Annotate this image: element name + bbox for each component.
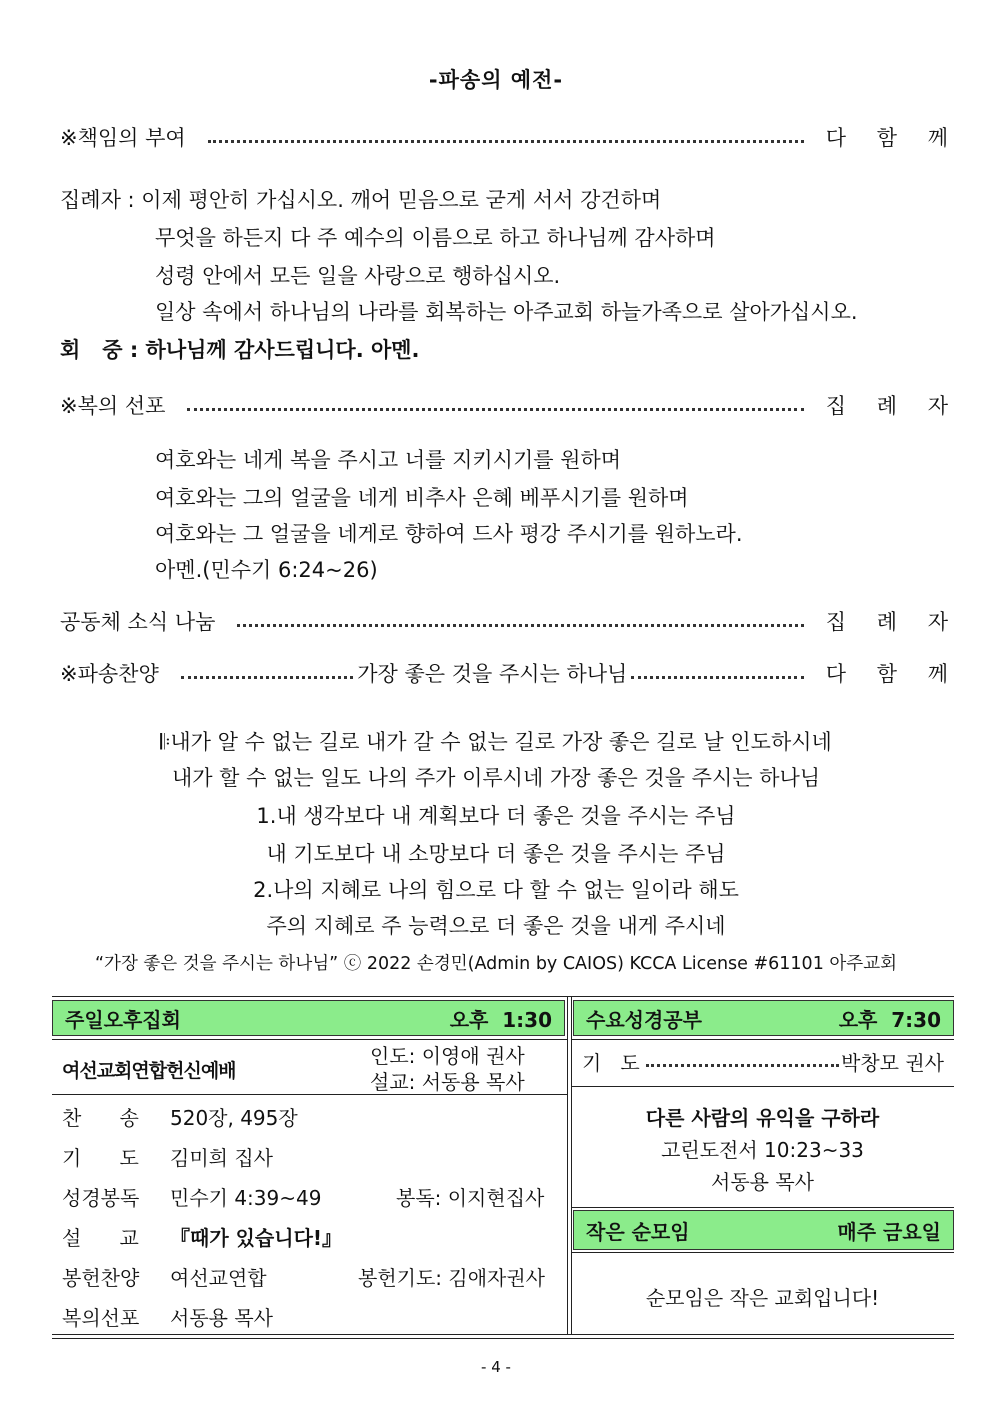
box-divider (567, 996, 568, 1334)
presider-line-1 (60, 184, 661, 214)
order-label-offering-hymn: 봉헌찬양 (62, 1266, 140, 1290)
leader-dots (646, 1064, 839, 1067)
sending-hymn-label: ※파송찬양 (60, 662, 159, 686)
congregation-text: 하나님께 감사드립니다. 아멘. (145, 338, 420, 362)
blessing-label: ※복의 선포 (60, 394, 166, 418)
sunday-preacher: 설교: 서동용 목사 (370, 1070, 525, 1094)
small-group-title: 작은 순모임 (586, 1219, 690, 1244)
presider-line-3: 성령 안에서 모든 일을 사랑으로 행하십시오. (155, 264, 561, 288)
sunday-service-title: 여선교회연합헌신예배 (62, 1060, 236, 1082)
wednesday-preacher: 서동용 목사 (711, 1170, 814, 1194)
charge-responder: 다 함 께 (825, 126, 960, 150)
order-value-sermon: 『때가 있습니다!』 (170, 1226, 343, 1250)
presider-label: 집례자 : (60, 188, 142, 212)
wednesday-header-rule (571, 1039, 954, 1040)
presider-line-4: 일상 속에서 하나님의 나라를 회복하는 아주교회 하늘가족으로 살아가십시오. (155, 300, 858, 324)
presider-text: 이제 평안히 가십시오. 깨어 믿음으로 굳게 서서 강건하며 (141, 188, 662, 212)
wednesday-sermon-title: 다른 사람의 유익을 구하라 (645, 1106, 880, 1130)
leader-dots (181, 676, 353, 679)
order-value-benediction: 서동용 목사 (170, 1306, 273, 1330)
lyric-line-6: 주의 지혜로 주 능력으로 더 좋은 것을 내게 주시네 (266, 914, 726, 938)
sunday-title-rule (52, 1094, 567, 1095)
box-top-rule (52, 996, 954, 997)
small-group-header (573, 1210, 954, 1250)
order-label-reading: 성경봉독 (62, 1186, 140, 1210)
lyric-line-1: 𝄆내가 알 수 없는 길로 내가 갈 수 없는 길로 가장 좋은 길로 날 인도하시네 (160, 730, 832, 754)
page-title: -파송의 예전- (428, 68, 564, 92)
blessing-line-4: 아멘.(민수기 6:24~26) (155, 558, 378, 582)
charge-row (60, 122, 960, 152)
copyright-credit: “가장 좋은 것을 주시는 하나님” ⓒ 2022 손경민(Admin by CAIOS) KCCA License #61101 아주교회 (94, 954, 898, 974)
order-value-hymn: 520장, 495장 (170, 1106, 298, 1130)
charge-label: ※책임의 부여 (60, 126, 186, 150)
lyric-line-2: 내가 할 수 없는 일도 나의 주가 이루시네 가장 좋은 것을 주시는 하나님 (171, 766, 821, 790)
order-value-prayer: 김미희 집사 (170, 1146, 273, 1170)
small-group-header-rule (571, 1252, 954, 1253)
blessing-row (60, 390, 960, 420)
small-group-text: 순모임은 작은 교회입니다! (645, 1286, 880, 1310)
order-extra-offering-prayer: 봉헌기도: 김애자권사 (358, 1266, 545, 1290)
wednesday-prayer-rule (571, 1086, 954, 1087)
sending-hymn-responder: 다 함 께 (825, 662, 961, 686)
blessing-line-2: 여호와는 그의 얼굴을 네게 비추사 은혜 베푸시기를 원하며 (155, 486, 689, 510)
wednesday-prayer-row (582, 1046, 944, 1076)
sunday-time: 오후 1:30 (449, 1007, 552, 1032)
presider-line-2: 무엇을 하든지 다 주 예수의 이름으로 하고 하나님께 감사하며 (155, 226, 716, 250)
sunday-leader: 인도: 이영애 권사 (370, 1044, 525, 1068)
news-row (60, 606, 960, 636)
order-label-prayer: 기 도 (62, 1146, 139, 1170)
blessing-line-1: 여호와는 네게 복을 주시고 너를 지키시기를 원하며 (155, 448, 622, 472)
box-bottom-rule-double (52, 1338, 954, 1339)
sending-hymn-title: 가장 좋은 것을 주시는 하나님 (357, 662, 628, 686)
leader-dots (237, 624, 803, 627)
wednesday-time: 오후 7:30 (838, 1007, 941, 1032)
blessing-responder: 집 례 자 (825, 394, 960, 418)
sending-hymn-row (60, 658, 961, 688)
congregation-response (60, 334, 420, 364)
page-number: - 4 - (481, 1358, 511, 1376)
wednesday-prayer-label: 기 도 (582, 1050, 640, 1075)
small-group-top-rule (571, 1207, 954, 1208)
leader-dots (631, 676, 803, 679)
sunday-header (52, 1000, 565, 1036)
wednesday-prayer-name: 박창모 권사 (841, 1050, 944, 1075)
news-responder: 집 례 자 (825, 610, 960, 634)
order-label-hymn: 찬 송 (62, 1106, 139, 1130)
congregation-label: 회 중 : (60, 338, 146, 362)
leader-dots (208, 140, 804, 143)
order-value-reading: 민수기 4:39~49 (170, 1186, 322, 1210)
lyric-line-3: 1.내 생각보다 내 계획보다 더 좋은 것을 주시는 주님 (256, 804, 736, 828)
box-bottom-rule (52, 1334, 954, 1335)
lyric-line-5: 2.나의 지혜로 나의 힘으로 다 할 수 없는 일이라 해도 (253, 878, 739, 902)
small-group-when: 매주 금요일 (837, 1219, 941, 1244)
wednesday-header (573, 1000, 954, 1036)
leader-dots (187, 408, 803, 411)
sunday-title: 주일오후집회 (65, 1007, 181, 1032)
order-label-benediction: 복의선포 (62, 1306, 140, 1330)
blessing-line-3: 여호와는 그 얼굴을 네게로 향하여 드사 평강 주시기를 원하노라. (155, 522, 743, 546)
news-label: 공동체 소식 나눔 (60, 610, 216, 634)
lyric-line-4: 내 기도보다 내 소망보다 더 좋은 것을 주시는 주님 (266, 842, 726, 866)
wednesday-scripture: 고린도전서 10:23~33 (661, 1138, 864, 1162)
order-extra-reader: 봉독: 이지현집사 (396, 1186, 545, 1210)
order-value-offering-hymn: 여선교연합 (170, 1266, 267, 1290)
wednesday-title: 수요성경공부 (586, 1007, 702, 1032)
order-label-sermon: 설 교 (62, 1226, 139, 1250)
